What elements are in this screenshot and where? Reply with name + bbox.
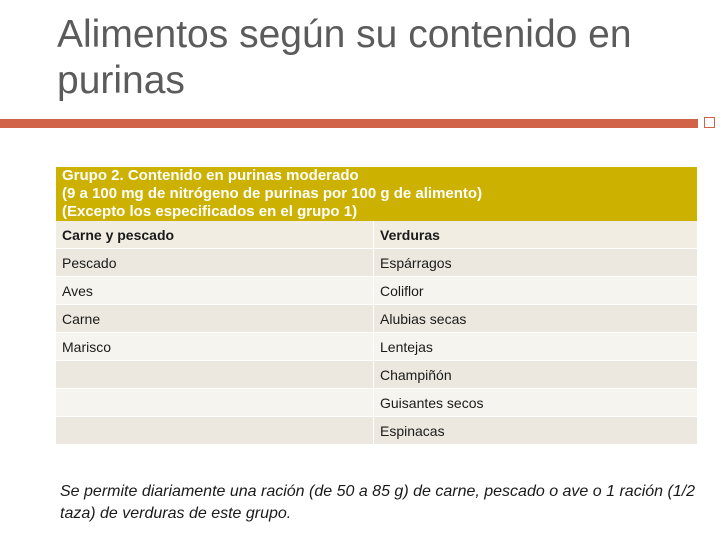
table-cell: Marisco	[56, 333, 374, 361]
column-header-meat-fish: Carne y pescado	[56, 221, 374, 249]
table-cell: Guisantes secos	[374, 389, 698, 417]
table-cell: Aves	[56, 277, 374, 305]
table-row	[56, 249, 697, 277]
table-cell: Alubias secas	[374, 305, 698, 333]
table-cell	[56, 361, 374, 389]
table-row	[56, 389, 697, 417]
serving-note: Se permite diariamente una ración (de 50 a 85 g) de carne, pescado o ave o 1 ración (1/2 taza) de verduras de este grupo.	[60, 483, 696, 522]
column-header-vegetables: Verduras	[374, 221, 698, 249]
table-cell: Champiñón	[374, 361, 698, 389]
table-cell	[56, 417, 374, 445]
table-row	[56, 305, 697, 333]
table-cell	[56, 389, 374, 417]
group-header-line: (Excepto los especificados en el grupo 1)	[62, 203, 358, 220]
table-cell: Coliflor	[374, 277, 698, 305]
group-header-line: (9 a 100 mg de nitrógeno de purinas por 100 g de alimento)	[62, 185, 483, 202]
table-cell: Pescado	[56, 249, 374, 277]
column-header-row	[56, 221, 697, 249]
group-header-cell	[56, 167, 697, 221]
purine-table	[56, 167, 697, 445]
table-row	[56, 277, 697, 305]
table-cell: Lentejas	[374, 333, 698, 361]
accent-square	[704, 117, 715, 128]
group-header-line: Grupo 2. Contenido en purinas moderado	[62, 167, 359, 184]
table-row	[56, 333, 697, 361]
table-cell: Carne	[56, 305, 374, 333]
table-row	[56, 417, 697, 445]
table-cell: Espinacas	[374, 417, 698, 445]
table-row	[56, 361, 697, 389]
table-cell: Espárragos	[374, 249, 698, 277]
slide-title: Alimentos según su contenido en purinas	[57, 13, 632, 102]
accent-bar	[0, 119, 698, 128]
group-header-row	[56, 167, 697, 221]
